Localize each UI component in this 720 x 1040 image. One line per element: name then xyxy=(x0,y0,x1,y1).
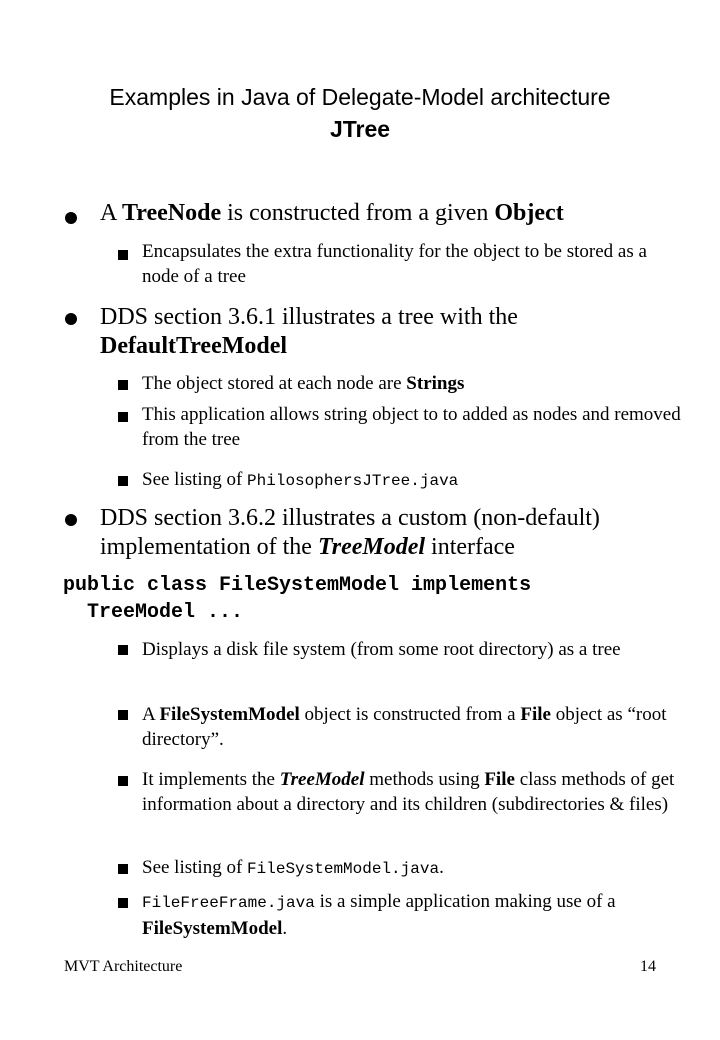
sub-bullet-constructed: A FileSystemModel object is constructed from a File object as “root directory”. xyxy=(142,704,667,750)
square-bullet-icon xyxy=(118,898,128,908)
square-bullet-icon xyxy=(118,645,128,655)
sub-bullet-philosophers-listing: See listing of PhilosophersJTree.java xyxy=(142,469,459,490)
square-bullet-icon xyxy=(118,476,128,486)
sub-bullet-displays: Displays a disk file system (from some root directory) as a tree xyxy=(142,639,621,660)
round-bullet-icon xyxy=(65,514,77,526)
footer-label: MVT Architecture xyxy=(64,958,183,975)
slide-subtitle: JTree xyxy=(329,116,391,142)
sub-bullet-application: This application allows string object to to added as nodes and removed from the tree xyxy=(142,404,681,450)
round-bullet-icon xyxy=(65,313,77,325)
square-bullet-icon xyxy=(118,710,128,720)
square-bullet-icon xyxy=(118,776,128,786)
square-bullet-icon xyxy=(118,250,128,260)
square-bullet-icon xyxy=(118,412,128,422)
bullet-dds-361: DDS section 3.6.1 illustrates a tree with the DefaultTreeModel xyxy=(100,304,518,359)
slide-title: Examples in Java of Delegate-Model architecture xyxy=(109,84,611,110)
code-declaration: public class FileSystemModel implements TreeModel ... xyxy=(63,574,532,624)
round-bullet-icon xyxy=(65,212,77,224)
sub-bullet-implements: It implements the TreeModel methods using File class methods of get information about a directory and its children (subdirectories & files) xyxy=(142,769,675,815)
sub-bullet-strings: The object stored at each node are Strings xyxy=(142,373,465,394)
sub-bullet-encapsulates: Encapsulates the extra functionality for the object to be stored as a node of a tree xyxy=(142,241,647,287)
sub-bullet-filefreeframe: FileFreeFrame.java is a simple application making use of a FileSystemModel. xyxy=(142,891,616,939)
page-number: 14 xyxy=(640,958,656,975)
bullet-dds-362: DDS section 3.6.2 illustrates a custom (non-default) implementation of the TreeModel interface xyxy=(100,505,600,560)
square-bullet-icon xyxy=(118,380,128,390)
bullet-treenode: A TreeNode is constructed from a given Object xyxy=(100,200,564,226)
square-bullet-icon xyxy=(118,864,128,874)
sub-bullet-filesystem-listing: See listing of FileSystemModel.java. xyxy=(142,857,444,878)
